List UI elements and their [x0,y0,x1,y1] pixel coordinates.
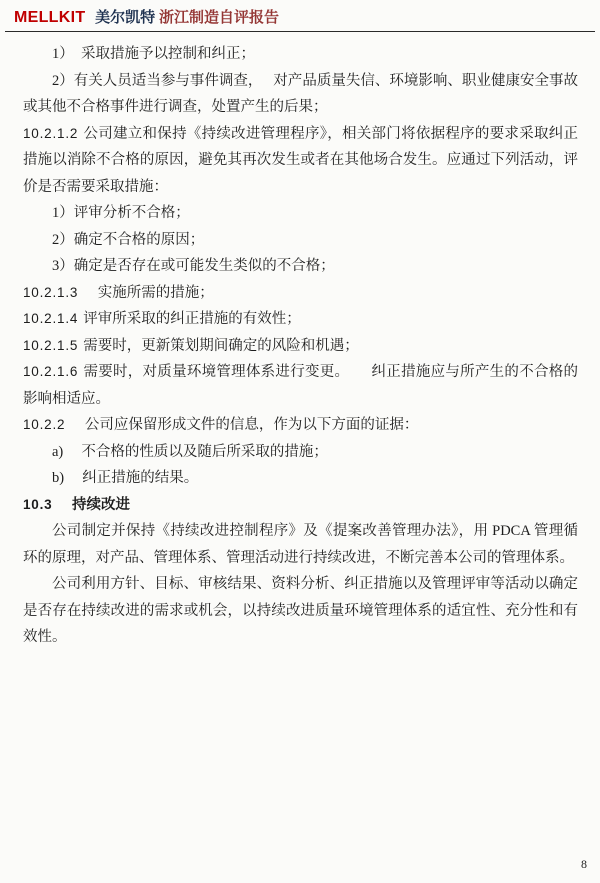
clause-number: 10.2.1.3 [23,284,79,300]
paragraph [23,412,578,439]
paragraph-text: 评审所采取的纠正措施的有效性； [83,311,301,327]
paragraph [23,306,578,333]
paragraph-text: 公司制定并保持《持续改进控制程序》及《提案改善管理办法》，用 PDCA 管理循环的原理，对产品、管理体系、管理活动进行持续改进，不断完善本公司的管理体系。 [23,523,578,566]
paragraph-text: 3）确定是否存在或可能发生类似的不合格； [52,258,335,274]
paragraph-text: 持续改进 [57,496,130,513]
document-body [0,32,600,651]
paragraph [23,253,578,280]
paragraph [23,571,578,651]
paragraph-text: 实施所需的措施； [83,284,214,301]
page-footer [581,857,587,872]
paragraph-text: 公司建立和保持《持续改进管理程序》，相关部门将依据程序的要求采取纠正措施以消除不合格的原因，避免其再次发生或者在其他场合发生。应通过下列活动，评价是否需要采取措施： [23,125,578,195]
paragraph [23,280,578,307]
paragraph [23,518,578,571]
report-header [0,0,600,28]
paragraph [23,227,578,254]
brand-logo-text: MELLKIT [14,9,86,26]
clause-number: 10.2.1.2 [23,125,79,141]
report-title: 浙江制造自评报告 [158,10,279,26]
clause-number: 10.2.1.6 [23,364,79,379]
paragraph-text: 1）评审分析不合格； [52,205,190,221]
paragraph-text: 公司应保留形成文件的信息，作为以下方面的证据： [70,417,419,433]
paragraph-text: 需要时，更新策划期间确定的风险和机遇； [83,337,359,354]
paragraph-text: 2）有关人员适当参与事件调查， 对产品质量失信、环境影响、职业健康安全事故或其他不合格事件进行调查，处置产生的后果； [23,72,578,115]
paragraph [23,68,578,121]
page-number: 8 [581,857,587,871]
paragraph [23,465,578,492]
clause-number: 10.3 [23,496,53,512]
paragraph [23,439,578,466]
paragraph-text: b) 纠正措施的结果。 [52,470,199,486]
paragraph-text: 1） 采取措施予以控制和纠正； [52,46,255,62]
clause-number: 10.2.1.4 [23,311,79,326]
paragraph [23,333,578,360]
section-heading [23,492,578,519]
company-name: 美尔凯特 [95,10,156,26]
paragraph [23,200,578,227]
paragraph-text: a) 不合格的性质以及随后所采取的措施； [52,443,328,460]
clause-number: 10.2.1.5 [23,337,79,353]
paragraph-text: 公司利用方针、目标、审核结果、资料分析、纠正措施以及管理评审等活动以确定是否存在持续改进的需求或机会，以持续改进质量环境管理体系的适宜性、充分性和有效性。 [23,576,578,645]
paragraph [23,359,578,412]
paragraph-text: 需要时，对质量环境管理体系进行变更。 纠正措施应与所产生的不合格的影响相适应。 [23,364,578,407]
paragraph [23,41,578,68]
clause-number: 10.2.2 [23,417,66,432]
paragraph [23,121,578,201]
paragraph-text: 2）确定不合格的原因； [52,231,205,248]
